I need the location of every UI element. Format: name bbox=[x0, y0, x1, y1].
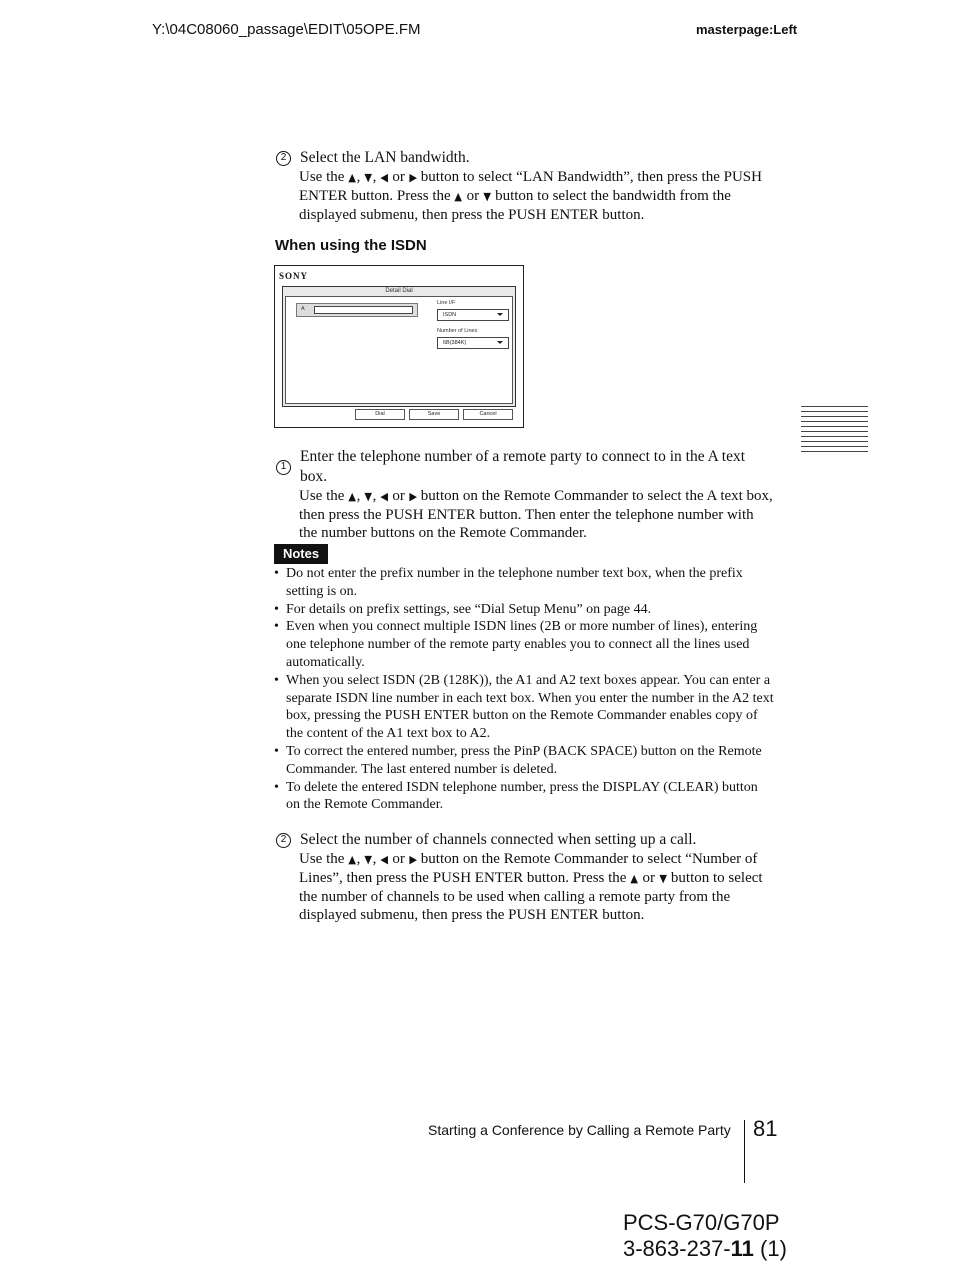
arrow-right-icon: ▶ bbox=[408, 853, 417, 866]
file-path: Y:\04C08060_passage\EDIT\05OPE.FM bbox=[152, 21, 421, 38]
phone-number-field-group bbox=[296, 303, 418, 317]
arrow-up-icon: ▲ bbox=[348, 853, 357, 866]
dial-button[interactable]: Dial bbox=[355, 409, 405, 420]
dialog-body bbox=[285, 296, 513, 404]
footer-divider bbox=[744, 1120, 745, 1183]
arrow-right-icon: ▶ bbox=[408, 171, 417, 184]
arrow-up-icon: ▲ bbox=[348, 490, 357, 503]
footer-section-title: Starting a Conference by Calling a Remote Party bbox=[428, 1122, 731, 1138]
list-item: • Do not enter the prefix number in the telephone number text box, when the prefix setting is on. bbox=[273, 565, 775, 601]
step-number: 1 bbox=[276, 460, 291, 475]
step-title: Select the number of channels connected when setting up a call. bbox=[300, 831, 697, 848]
step-number: 2 bbox=[276, 151, 291, 166]
arrow-down-icon: ▼ bbox=[364, 853, 373, 866]
number-of-lines-label: Number of Lines bbox=[437, 328, 478, 334]
masterpage-label: masterpage:Left bbox=[696, 22, 798, 37]
model-name: PCS-G70/G70P bbox=[623, 1210, 780, 1235]
arrow-left-icon: ◀ bbox=[380, 853, 389, 866]
step-number: 2 bbox=[276, 833, 291, 848]
cancel-button[interactable]: Cancel bbox=[463, 409, 513, 420]
arrow-left-icon: ◀ bbox=[380, 490, 389, 503]
section-tab-marker bbox=[801, 406, 868, 456]
phone-number-input[interactable] bbox=[314, 306, 413, 314]
arrow-up-icon: ▲ bbox=[454, 190, 463, 203]
step-enter-phone-number bbox=[275, 447, 775, 542]
step-title: Enter the telephone number of a remote party to connect to in the A text box. bbox=[300, 448, 746, 485]
notes-list bbox=[273, 565, 775, 814]
arrow-down-icon: ▼ bbox=[659, 872, 667, 885]
step-select-lan-bandwidth bbox=[275, 148, 775, 224]
page-number: 81 bbox=[753, 1116, 778, 1141]
step-select-channels bbox=[275, 830, 775, 924]
dialog-title: Detail Dial bbox=[385, 288, 413, 294]
list-item: • For details on prefix settings, see “Dial Setup Menu” on page 44. bbox=[273, 601, 775, 619]
arrow-down-icon: ▼ bbox=[364, 171, 373, 184]
field-a-label: A bbox=[301, 306, 305, 312]
step-body: Use the ▲, ▼, ◀ or ▶ button to select “LAN Bandwidth”, then press the PUSH ENTER button. Press the ▲ or ▼ button to select the bandwidth from the displayed submenu, then press the PUSH ENTER button. bbox=[299, 169, 762, 223]
model-code bbox=[623, 1210, 787, 1262]
list-item: • Even when you connect multiple ISDN lines (2B or more number of lines), entering one telephone number of the remote party enables you to connect all the lines used automatically. bbox=[273, 618, 775, 671]
chevron-down-icon bbox=[497, 341, 503, 344]
step-title: Select the LAN bandwidth. bbox=[300, 149, 470, 166]
detail-dial-screenshot bbox=[274, 265, 524, 428]
save-button[interactable]: Save bbox=[409, 409, 459, 420]
line-if-select[interactable]: ISDN bbox=[437, 309, 509, 321]
sony-logo: SONY bbox=[279, 271, 309, 281]
step-body: Use the ▲, ▼, ◀ or ▶ button on the Remote Commander to select the A text box, then press the PUSH ENTER button. Then enter the telephone number with the number buttons on the Remote Commander. bbox=[299, 488, 773, 541]
arrow-up-icon: ▲ bbox=[348, 171, 357, 184]
section-heading: When using the ISDN bbox=[275, 237, 427, 254]
number-of-lines-select[interactable]: 6B(384K) bbox=[437, 337, 509, 349]
line-if-label: Line I/F bbox=[437, 300, 456, 306]
arrow-down-icon: ▼ bbox=[364, 490, 373, 503]
arrow-down-icon: ▼ bbox=[483, 190, 491, 203]
arrow-right-icon: ▶ bbox=[408, 490, 417, 503]
part-number: 3-863-237-11 (1) bbox=[623, 1236, 787, 1261]
step-body: Use the ▲, ▼, ◀ or ▶ button on the Remote Commander to select “Number of Lines”, then press the PUSH ENTER button. Press the ▲ or ▼ button to select the number of channels to be used when calling a remote party from the displayed submenu, then press the PUSH ENTER button. bbox=[299, 851, 763, 923]
arrow-up-icon: ▲ bbox=[630, 872, 639, 885]
chevron-down-icon bbox=[497, 313, 503, 316]
notes-badge: Notes bbox=[274, 544, 328, 564]
detail-dial-dialog bbox=[282, 286, 516, 407]
arrow-left-icon: ◀ bbox=[380, 171, 389, 184]
list-item: • To delete the entered ISDN telephone number, press the DISPLAY (CLEAR) button on the Remote Commander. bbox=[273, 779, 775, 815]
list-item: • When you select ISDN (2B (128K)), the A1 and A2 text boxes appear. You can enter a separate ISDN line number in each text box. When you enter the number in the A2 text box, pressing the PUSH ENTER button on the Remote Commander enables copy of the content of the A1 text box to A2. bbox=[273, 672, 775, 743]
list-item: • To correct the entered number, press the PinP (BACK SPACE) button on the Remote Commander. The last entered number is deleted. bbox=[273, 743, 775, 779]
